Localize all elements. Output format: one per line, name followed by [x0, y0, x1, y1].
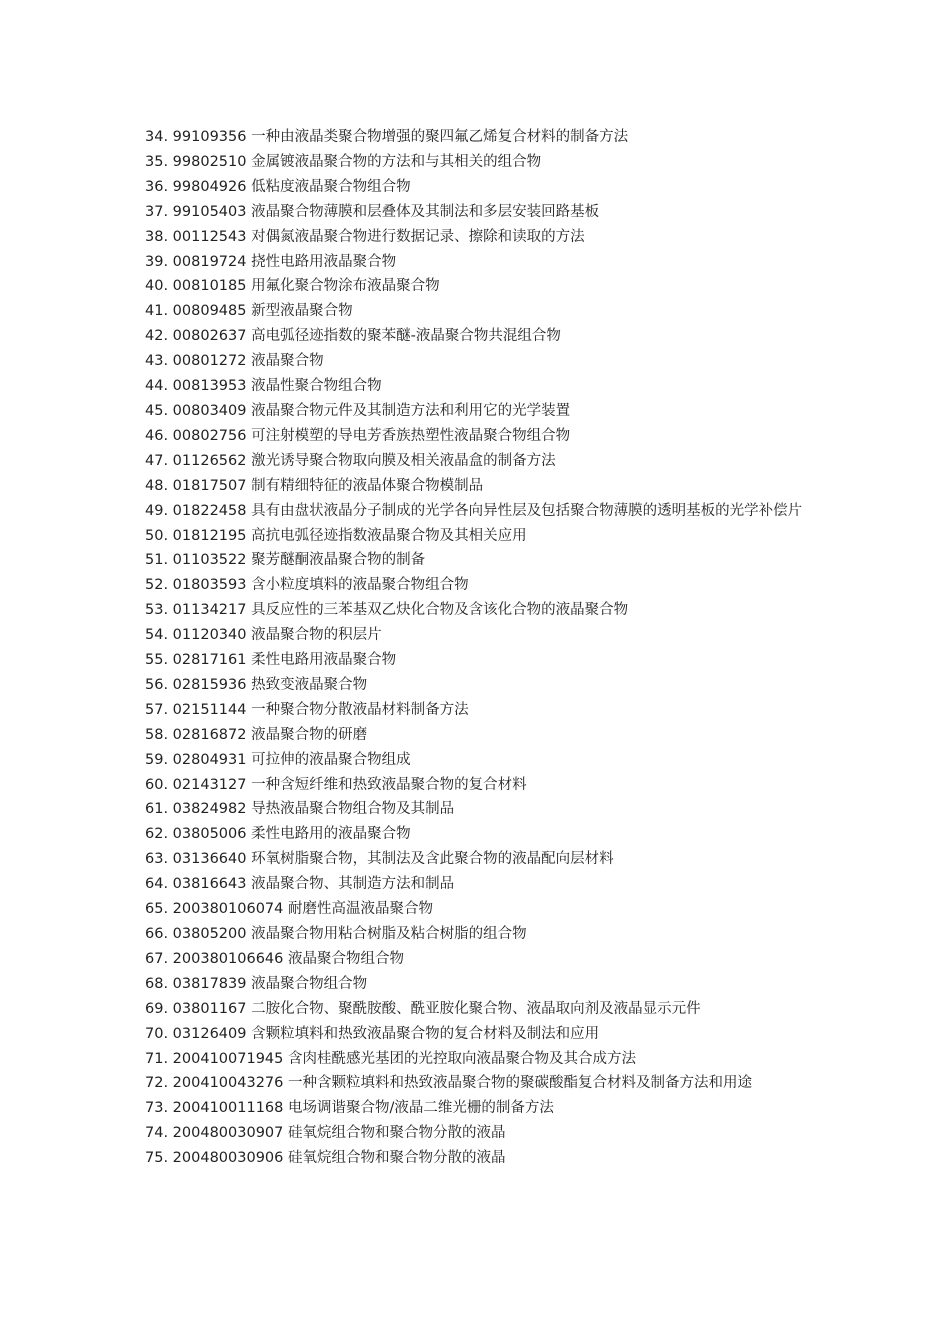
patent-title: 液晶聚合物: [251, 353, 324, 370]
item-number: 75.: [145, 1150, 169, 1167]
list-item: [145, 324, 810, 349]
patent-number: 200380106074: [172, 901, 284, 918]
patent-number: 01134217: [172, 602, 247, 619]
list-item: [145, 773, 810, 798]
list-item: [145, 573, 810, 598]
patent-number: 00802637: [172, 328, 247, 345]
patent-title: 对偶氮液晶聚合物进行数据记录、擦除和读取的方法: [251, 228, 585, 245]
list-item: [145, 424, 810, 449]
item-number: 37.: [145, 203, 169, 220]
item-number: 52.: [145, 577, 169, 594]
list-item: [145, 200, 810, 225]
item-number: 55.: [145, 652, 169, 669]
list-item: [145, 449, 810, 474]
patent-title: 液晶聚合物的研磨: [251, 726, 368, 743]
patent-title: 液晶聚合物、其制造方法和制品: [251, 876, 455, 893]
list-item: [145, 1121, 810, 1146]
list-item: [145, 175, 810, 200]
list-item: [145, 922, 810, 947]
patent-title: 金属镀液晶聚合物的方法和与其相关的组合物: [251, 153, 542, 170]
patent-number: 200410043276: [172, 1075, 284, 1092]
patent-title: 液晶聚合物元件及其制造方法和利用它的光学装置: [251, 402, 571, 419]
patent-number: 03805200: [172, 926, 247, 942]
patent-number: 00809485: [172, 303, 247, 320]
patent-title: 激光诱导聚合物取向膜及相关液晶盒的制备方法: [251, 452, 556, 469]
patent-title: 高抗电弧径迹指数液晶聚合物及其相关应用: [251, 527, 527, 544]
patent-title: 低粘度液晶聚合物组合物: [251, 178, 411, 195]
item-number: 43.: [145, 353, 169, 370]
patent-title: 含小粒度填料的液晶聚合物组合物: [251, 577, 469, 594]
patent-title: 硅氧烷组合物和聚合物分散的液晶: [288, 1125, 506, 1142]
list-item: [145, 299, 810, 324]
list-item: [145, 648, 810, 673]
patent-title: 环氧树脂聚合物，其制法及含此聚合物的液晶配向层材料: [251, 851, 614, 868]
list-item: [145, 474, 810, 499]
item-number: 71.: [145, 1050, 169, 1067]
list-item: [145, 1071, 810, 1096]
patent-number: 01822458: [172, 502, 247, 519]
item-number: 51.: [145, 552, 169, 569]
list-item: [145, 797, 810, 822]
patent-number: 00810185: [172, 278, 247, 295]
list-item: [145, 274, 810, 299]
list-item: [145, 225, 810, 250]
item-number: 66.: [145, 926, 169, 942]
patent-number: 99804926: [172, 178, 247, 195]
item-number: 40.: [145, 278, 169, 295]
patent-number: 03136640: [172, 851, 247, 868]
list-item: [145, 150, 810, 175]
item-number: 49.: [145, 502, 169, 519]
item-number: 50.: [145, 527, 169, 544]
item-number: 61.: [145, 801, 169, 818]
item-number: 68.: [145, 975, 169, 992]
patent-number: 200480030907: [172, 1125, 284, 1142]
patent-title: 硅氧烷组合物和聚合物分散的液晶: [288, 1150, 506, 1167]
list-item: [145, 972, 810, 997]
patent-title: 可拉伸的液晶聚合物组成: [251, 751, 411, 768]
item-number: 41.: [145, 303, 169, 320]
patent-number: 02816872: [172, 726, 247, 743]
list-item: [145, 997, 810, 1022]
patent-title: 一种聚合物分散液晶材料制备方法: [251, 701, 469, 718]
patent-title: 液晶聚合物组合物: [288, 950, 404, 967]
list-item: [145, 1096, 810, 1121]
item-number: 46.: [145, 427, 169, 444]
patent-number: 01120340: [172, 627, 247, 644]
patent-title: 柔性电路用的液晶聚合物: [251, 826, 411, 843]
item-number: 34.: [145, 129, 169, 145]
list-item: [145, 524, 810, 549]
patent-number: 200380106646: [172, 950, 284, 967]
item-number: 42.: [145, 328, 169, 345]
item-number: 54.: [145, 627, 169, 644]
patent-number: 00801272: [172, 353, 247, 370]
patent-number: 02815936: [172, 676, 247, 693]
patent-number: 01103522: [172, 552, 247, 569]
item-number: 47.: [145, 452, 169, 469]
item-number: 48.: [145, 477, 169, 494]
patent-title: 二胺化合物、聚酰胺酸、酰亚胺化聚合物、液晶取向剂及液晶显示元件: [251, 1000, 701, 1017]
patent-number: 01803593: [172, 577, 247, 594]
patent-number: 01812195: [172, 527, 247, 544]
item-number: 65.: [145, 901, 169, 918]
patent-number: 03126409: [172, 1025, 247, 1042]
patent-number: 02817161: [172, 652, 247, 669]
item-number: 36.: [145, 178, 169, 195]
item-number: 35.: [145, 153, 169, 170]
patent-number: 00813953: [172, 378, 247, 395]
item-number: 67.: [145, 950, 169, 967]
list-item: [145, 872, 810, 897]
list-item: [145, 250, 810, 275]
list-item: [145, 374, 810, 399]
patent-number: 99109356: [172, 129, 247, 145]
list-item: [145, 723, 810, 748]
patent-title: 挠性电路用液晶聚合物: [251, 253, 397, 270]
patent-title: 一种由液晶类聚合物增强的聚四氟乙烯复合材料的制备方法: [251, 129, 629, 145]
patent-number: 200410071945: [172, 1050, 284, 1067]
item-number: 74.: [145, 1125, 169, 1142]
list-item: [145, 548, 810, 573]
patent-number: 00819724: [172, 253, 247, 270]
item-number: 39.: [145, 253, 169, 270]
item-number: 57.: [145, 701, 169, 718]
patent-title: 聚芳醚酮液晶聚合物的制备: [251, 552, 426, 569]
patent-title: 耐磨性高温液晶聚合物: [288, 901, 433, 918]
item-number: 53.: [145, 602, 169, 619]
list-item: [145, 698, 810, 723]
item-number: 44.: [145, 378, 169, 395]
patent-title: 可注射模塑的导电芳香族热塑性液晶聚合物组合物: [251, 427, 571, 444]
patent-title: 一种含颗粒填料和热致液晶聚合物的聚碳酸酯复合材料及制备方法和用途: [288, 1075, 752, 1092]
patent-number: 99802510: [172, 153, 247, 170]
list-item: [145, 598, 810, 623]
list-item: [145, 623, 810, 648]
patent-title: 新型液晶聚合物: [251, 303, 353, 320]
patent-number: 200480030906: [172, 1150, 284, 1167]
patent-title: 导热液晶聚合物组合物及其制品: [251, 801, 455, 818]
patent-title: 液晶聚合物的积层片: [251, 627, 382, 644]
patent-title: 电场调谐聚合物/液晶二维光栅的制备方法: [288, 1100, 554, 1117]
list-item: [145, 673, 810, 698]
list-item: [145, 748, 810, 773]
item-number: 63.: [145, 851, 169, 868]
patent-title: 具有由盘状液晶分子制成的光学各向异性层及包括聚合物薄膜的透明基板的光学补偿片: [251, 502, 803, 519]
list-item: [145, 399, 810, 424]
patent-number: 99105403: [172, 203, 247, 220]
list-item: [145, 499, 810, 524]
patent-title: 热致变液晶聚合物: [251, 676, 368, 693]
patent-title: 制有精细特征的液晶体聚合物模制品: [251, 477, 484, 494]
patent-list: [145, 125, 810, 1171]
patent-number: 02143127: [172, 776, 247, 793]
patent-title: 用氟化聚合物涂布液晶聚合物: [251, 278, 440, 295]
patent-title: 液晶聚合物薄膜和层叠体及其制法和多层安装回路基板: [251, 203, 600, 220]
item-number: 72.: [145, 1075, 169, 1092]
item-number: 73.: [145, 1100, 169, 1117]
item-number: 38.: [145, 228, 169, 245]
item-number: 62.: [145, 826, 169, 843]
item-number: 69.: [145, 1000, 169, 1017]
list-item: [145, 947, 810, 972]
patent-number: 03824982: [172, 801, 247, 818]
patent-number: 03817839: [172, 975, 247, 992]
patent-number: 03805006: [172, 826, 247, 843]
patent-number: 00802756: [172, 427, 247, 444]
patent-number: 200410011168: [172, 1100, 284, 1117]
patent-title: 液晶性聚合物组合物: [251, 378, 382, 395]
patent-number: 02151144: [172, 701, 247, 718]
patent-title: 含肉桂酰感光基团的光控取向液晶聚合物及其合成方法: [288, 1050, 636, 1067]
item-number: 45.: [145, 402, 169, 419]
patent-title: 液晶聚合物用粘合树脂及粘合树脂的组合物: [251, 926, 527, 942]
patent-title: 一种含短纤维和热致液晶聚合物的复合材料: [251, 776, 527, 793]
item-number: 70.: [145, 1025, 169, 1042]
patent-number: 00112543: [172, 228, 247, 245]
patent-number: 00803409: [172, 402, 247, 419]
patent-title: 高电弧径迹指数的聚苯醚-液晶聚合物共混组合物: [251, 328, 561, 345]
list-item: [145, 349, 810, 374]
item-number: 58.: [145, 726, 169, 743]
patent-title: 液晶聚合物组合物: [251, 975, 368, 992]
list-item: [145, 125, 810, 150]
list-item: [145, 1146, 810, 1171]
patent-title: 柔性电路用液晶聚合物: [251, 652, 397, 669]
patent-number: 01817507: [172, 477, 247, 494]
list-item: [145, 1022, 810, 1047]
patent-number: 02804931: [172, 751, 247, 768]
patent-number: 01126562: [172, 452, 247, 469]
item-number: 64.: [145, 876, 169, 893]
list-item: [145, 822, 810, 847]
item-number: 60.: [145, 776, 169, 793]
list-item: [145, 1047, 810, 1072]
patent-number: 03816643: [172, 876, 247, 893]
item-number: 59.: [145, 751, 169, 768]
patent-title: 含颗粒填料和热致液晶聚合物的复合材料及制法和应用: [251, 1025, 600, 1042]
item-number: 56.: [145, 676, 169, 693]
patent-number: 03801167: [172, 1000, 247, 1017]
list-item: [145, 847, 810, 872]
list-item: [145, 897, 810, 922]
patent-title: 具反应性的三苯基双乙炔化合物及含该化合物的液晶聚合物: [251, 602, 629, 619]
